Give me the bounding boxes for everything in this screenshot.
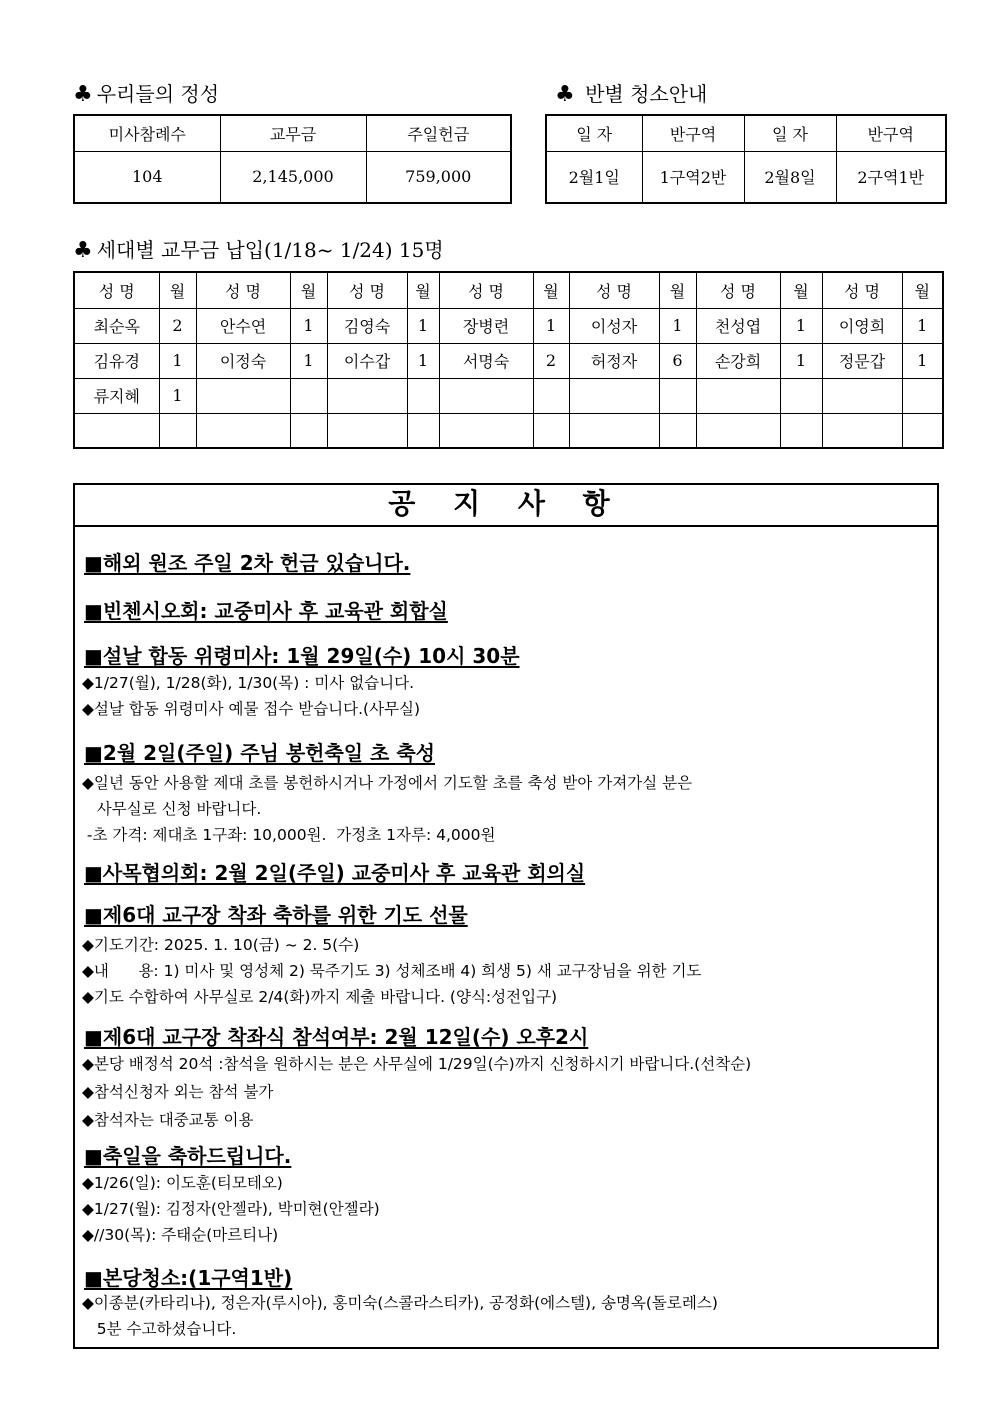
- dues-month-cell: [659, 413, 696, 448]
- dues-name-cell: 허정자: [569, 343, 659, 378]
- dues-month-cell: 1: [159, 343, 196, 378]
- dues-month-cell: 2: [159, 308, 196, 343]
- offering-value-sunday: 759,000: [366, 151, 511, 203]
- dues-name-cell: [196, 378, 290, 413]
- dues-month-cell: 1: [659, 308, 696, 343]
- offering-table: [73, 114, 512, 204]
- notice-line: ◆설날 합동 위령미사 예물 접수 받습니다.(사무실): [82, 700, 421, 718]
- dues-header-month: 월: [159, 272, 196, 308]
- dues-header-month: 월: [533, 272, 569, 308]
- table-row: [74, 272, 943, 308]
- dues-name-cell: [439, 378, 533, 413]
- dues-table: [73, 271, 944, 449]
- notice-heading: ■2월 2일(주일) 주님 봉헌축일 초 축성: [84, 741, 435, 765]
- dues-month-cell: 1: [407, 308, 439, 343]
- dues-name-cell: 장병련: [439, 308, 533, 343]
- dues-month-cell: 1: [159, 378, 196, 413]
- dues-month-cell: 1: [407, 343, 439, 378]
- offering-header-sunday: 주일헌금: [366, 115, 511, 151]
- table-row: [74, 151, 511, 203]
- dues-header-month: 월: [902, 272, 943, 308]
- dues-name-cell: [439, 413, 533, 448]
- dues-month-cell: 1: [902, 343, 943, 378]
- dues-month-cell: [407, 378, 439, 413]
- dues-title: ♣ 세대별 교무금 납입(1/18~ 1/24) 15명: [73, 238, 444, 263]
- notice-line: ◆일년 동안 사용할 제대 초를 봉헌하시거나 가정에서 기도할 초를 축성 받아 가져가실 분은: [82, 774, 693, 792]
- cleaning-table: [545, 114, 947, 204]
- dues-name-cell: [569, 413, 659, 448]
- dues-header-month: 월: [659, 272, 696, 308]
- table-row: [546, 115, 946, 151]
- club-icon: ♣: [73, 82, 93, 107]
- cleaning-zone-1: 1구역2반: [642, 151, 744, 203]
- dues-header-name: 성 명: [439, 272, 533, 308]
- dues-month-cell: [290, 378, 327, 413]
- dues-period: (1/18~ 1/24) 15명: [264, 238, 444, 262]
- offering-value-dues: 2,145,000: [220, 151, 366, 203]
- table-row: [74, 343, 943, 378]
- dues-name-cell: [822, 378, 902, 413]
- notice-heading: ■사목협의회: 2월 2일(주일) 교중미사 후 교육관 회의실: [84, 861, 586, 885]
- notice-box: [73, 483, 939, 1349]
- notice-heading: ■설날 합동 위령미사: 1월 29일(수) 10시 30분: [84, 644, 520, 668]
- offering-title: ♣ 우리들의 정성: [73, 82, 220, 107]
- notice-title: 공 지 사 항: [75, 485, 937, 527]
- dues-month-cell: [159, 413, 196, 448]
- notice-heading: ■축일을 축하드립니다.: [84, 1144, 292, 1168]
- dues-name-cell: 안수연: [196, 308, 290, 343]
- notice-heading: ■빈첸시오회: 교중미사 후 교육관 회합실: [84, 599, 448, 623]
- dues-name-cell: [196, 413, 290, 448]
- dues-header-month: 월: [407, 272, 439, 308]
- dues-month-cell: 1: [290, 343, 327, 378]
- dues-name-cell: [327, 413, 407, 448]
- dues-name-cell: 김유경: [74, 343, 159, 378]
- dues-month-cell: [902, 378, 943, 413]
- cleaning-zone-2: 2구역1반: [836, 151, 946, 203]
- table-row: [74, 115, 511, 151]
- notice-line: ◆//30(목): 주태순(마르티나): [82, 1226, 279, 1244]
- dues-header-name: 성 명: [822, 272, 902, 308]
- dues-month-cell: [780, 378, 822, 413]
- table-row: [74, 413, 943, 448]
- notice-line: ◆이종분(카타리나), 정은자(루시아), 홍미숙(스콜라스티카), 공정화(에스텔), 송명옥(돌로레스): [82, 1294, 718, 1312]
- offering-value-attendance: 104: [74, 151, 220, 203]
- dues-name-cell: 이성자: [569, 308, 659, 343]
- dues-month-cell: 1: [780, 343, 822, 378]
- notice-line: ◆1/27(월): 김정자(안젤라), 박미현(안젤라): [82, 1200, 380, 1218]
- notice-line: 사무실로 신청 바랍니다.: [82, 800, 262, 818]
- dues-month-cell: [290, 413, 327, 448]
- dues-header-name: 성 명: [696, 272, 780, 308]
- club-icon: ♣: [555, 82, 575, 107]
- dues-name-cell: [74, 413, 159, 448]
- dues-month-cell: 2: [533, 343, 569, 378]
- notice-line: ◆본당 배정석 20석 :참석을 원하시는 분은 사무실에 1/29일(수)까지 신청하시기 바랍니다.(선착순): [82, 1055, 752, 1073]
- dues-header-month: 월: [290, 272, 327, 308]
- dues-month-cell: [533, 378, 569, 413]
- cleaning-title: ♣ 반별 청소안내: [555, 82, 708, 107]
- table-row: [74, 378, 943, 413]
- notice-line: ◆참석자는 대중교통 이용: [82, 1111, 254, 1129]
- dues-name-cell: [569, 378, 659, 413]
- dues-month-cell: 1: [780, 308, 822, 343]
- dues-month-cell: 1: [533, 308, 569, 343]
- notice-heading: ■본당청소:(1구역1반): [84, 1266, 293, 1290]
- notice-line: ◆내 용: 1) 미사 및 영성체 2) 묵주기도 3) 성체조배 4) 희생 5) 새 교구장님을 위한 기도: [82, 962, 702, 980]
- offering-header-dues: 교무금: [220, 115, 366, 151]
- dues-name-cell: 서명숙: [439, 343, 533, 378]
- notice-line: ◆1/27(월), 1/28(화), 1/30(목) : 미사 없습니다.: [82, 674, 415, 692]
- dues-month-cell: 1: [902, 308, 943, 343]
- notice-heading: ■제6대 교구장 착좌식 참석여부: 2월 12일(수) 오후2시: [84, 1025, 589, 1049]
- dues-month-cell: [780, 413, 822, 448]
- offering-header-attendance: 미사참례수: [74, 115, 220, 151]
- notice-line: -초 가격: 제대초 1구좌: 10,000원. 가정초 1자루: 4,000원: [82, 826, 496, 844]
- dues-name-cell: [696, 378, 780, 413]
- notice-line: ◆기도 수합하여 사무실로 2/4(화)까지 제출 바랍니다. (양식:성전입구): [82, 988, 558, 1006]
- dues-name-cell: 천성엽: [696, 308, 780, 343]
- cleaning-date-1: 2월1일: [546, 151, 642, 203]
- dues-month-cell: 6: [659, 343, 696, 378]
- notice-line: 5분 수고하셨습니다.: [82, 1320, 237, 1338]
- dues-month-cell: [407, 413, 439, 448]
- dues-name-cell: 김영숙: [327, 308, 407, 343]
- dues-header-name: 성 명: [569, 272, 659, 308]
- notice-line: ◆1/26(일): 이도훈(티모테오): [82, 1174, 283, 1192]
- dues-name-cell: 이수갑: [327, 343, 407, 378]
- dues-name-cell: 이영희: [822, 308, 902, 343]
- dues-name-cell: 류지혜: [74, 378, 159, 413]
- dues-name-cell: [822, 413, 902, 448]
- dues-name-cell: 이정숙: [196, 343, 290, 378]
- dues-header-name: 성 명: [196, 272, 290, 308]
- notice-line: ◆참석신청자 외는 참석 불가: [82, 1083, 274, 1101]
- cleaning-date-2: 2월8일: [744, 151, 836, 203]
- dues-month-cell: [659, 378, 696, 413]
- dues-month-cell: [902, 413, 943, 448]
- dues-name-cell: [696, 413, 780, 448]
- dues-month-cell: [533, 413, 569, 448]
- dues-name-cell: [327, 378, 407, 413]
- table-row: [74, 308, 943, 343]
- notice-heading: ■제6대 교구장 착좌 축하를 위한 기도 선물: [84, 903, 468, 927]
- dues-name-cell: 정문갑: [822, 343, 902, 378]
- club-icon: ♣: [73, 238, 93, 263]
- notice-line: ◆기도기간: 2025. 1. 10(금) ~ 2. 5(수): [82, 936, 360, 954]
- dues-month-cell: 1: [290, 308, 327, 343]
- cleaning-header-zone-1: 반구역: [642, 115, 744, 151]
- cleaning-header-date-2: 일 자: [744, 115, 836, 151]
- cleaning-header-date-1: 일 자: [546, 115, 642, 151]
- dues-header-month: 월: [780, 272, 822, 308]
- dues-name-cell: 최순옥: [74, 308, 159, 343]
- dues-name-cell: 손강희: [696, 343, 780, 378]
- dues-header-name: 성 명: [327, 272, 407, 308]
- dues-header-name: 성 명: [74, 272, 159, 308]
- notice-heading: ■해외 원조 주일 2차 헌금 있습니다.: [84, 551, 411, 575]
- cleaning-header-zone-2: 반구역: [836, 115, 946, 151]
- table-row: [546, 151, 946, 203]
